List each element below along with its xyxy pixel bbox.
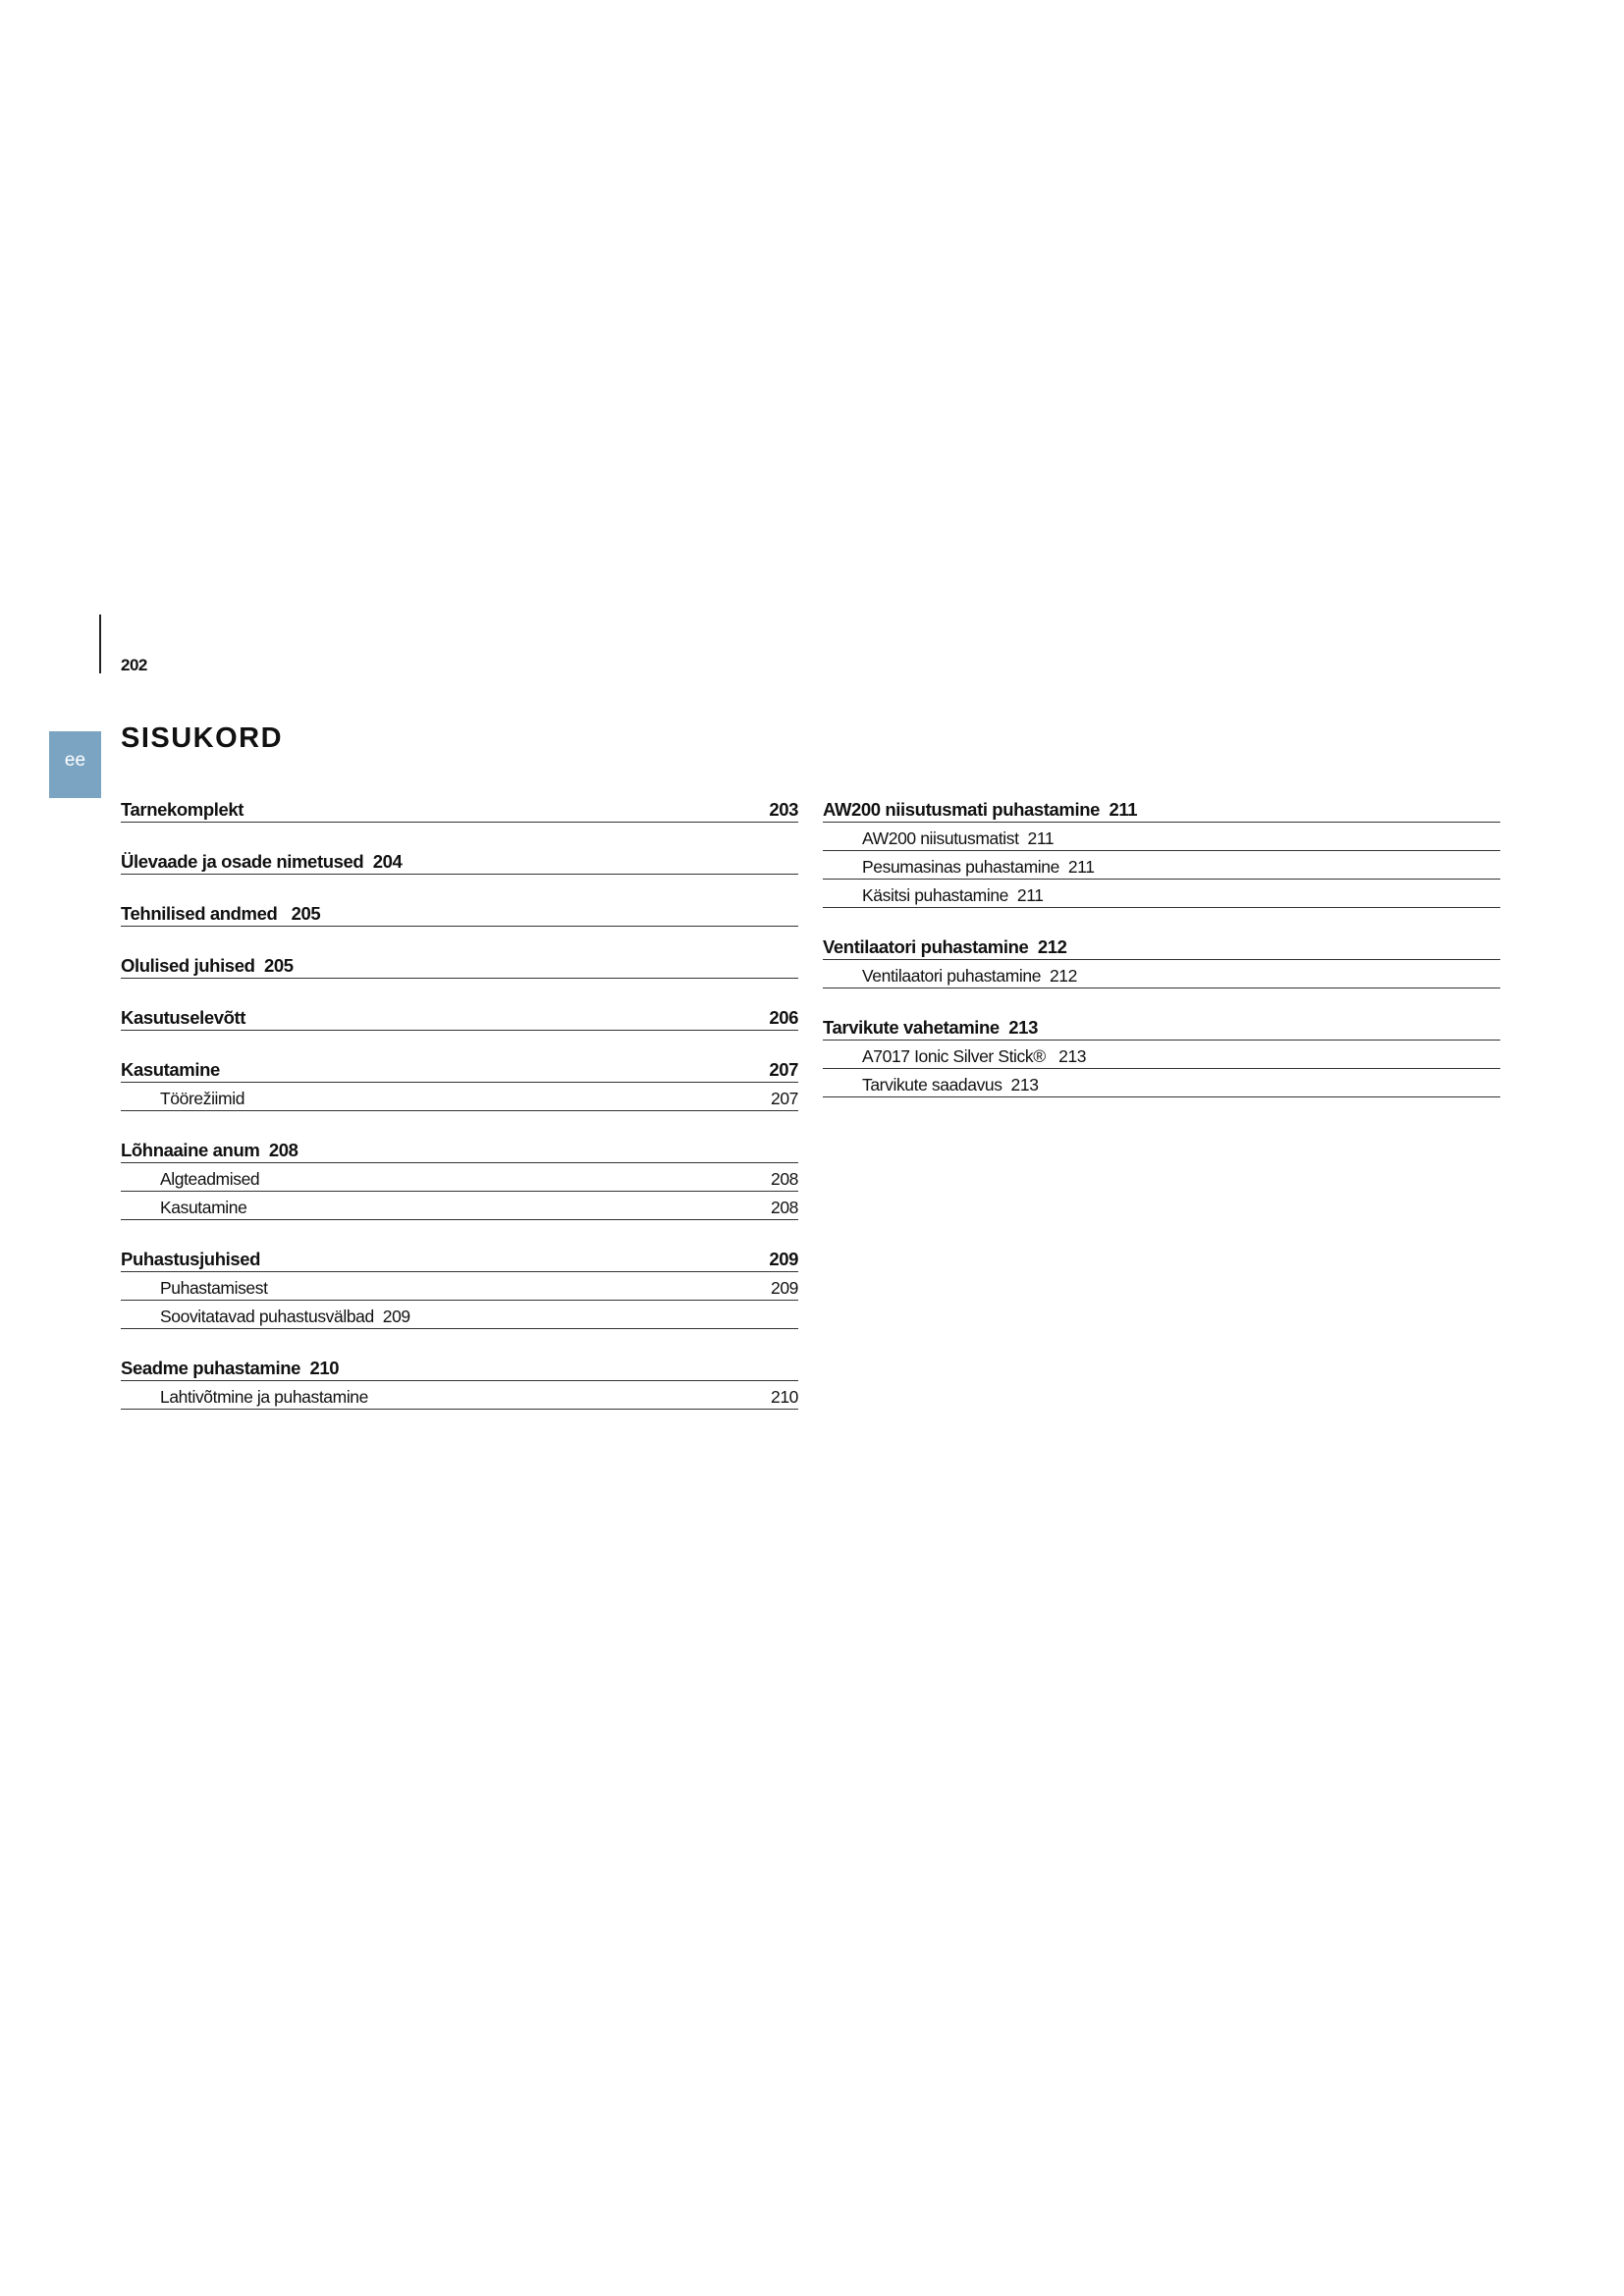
toc-entry-title: Tarvikute vahetamine 213 — [823, 1017, 1038, 1038]
toc-subsection-entry[interactable] — [823, 880, 1500, 908]
toc-subsection-entry[interactable] — [823, 960, 1500, 988]
toc-entry-page-number: 209 — [769, 1249, 798, 1269]
toc-section-entry[interactable] — [121, 1134, 798, 1163]
toc-entry-title: A7017 Ionic Silver Stick® 213 — [862, 1046, 1087, 1066]
toc-entry-title: Kasutamine — [160, 1198, 247, 1217]
toc-entry-page-number: 208 — [771, 1198, 798, 1217]
toc-section — [121, 949, 798, 979]
toc-section-entry[interactable] — [823, 1011, 1500, 1041]
toc-entry-title: Puhastamisest — [160, 1278, 268, 1298]
page-number: 202 — [121, 656, 147, 674]
toc-entry-title: Pesumasinas puhastamine 211 — [862, 857, 1095, 877]
toc-entry-title: Ventilaatori puhastamine 212 — [823, 936, 1067, 957]
toc-entry-title: Käsitsi puhastamine 211 — [862, 885, 1044, 905]
toc-section-entry[interactable] — [121, 1243, 798, 1272]
page-margin-rule — [99, 614, 101, 673]
toc-right-column — [823, 793, 1500, 1120]
toc-section — [121, 793, 798, 823]
page-title: SISUKORD — [121, 722, 284, 754]
toc-entry-title: Algteadmised — [160, 1169, 260, 1189]
toc-section-entry[interactable] — [121, 1053, 798, 1083]
toc-entry-title: Ventilaatori puhastamine 212 — [862, 966, 1077, 986]
toc-section — [121, 1001, 798, 1031]
toc-subsection-entry[interactable] — [121, 1272, 798, 1301]
toc-section-entry[interactable] — [823, 931, 1500, 960]
toc-entry-title: Puhastusjuhised — [121, 1249, 261, 1269]
toc-section — [121, 1053, 798, 1111]
toc-section — [121, 1134, 798, 1220]
toc-entry-page-number: 206 — [769, 1007, 798, 1028]
toc-entry-title: Seadme puhastamine 210 — [121, 1358, 340, 1378]
toc-entry-page-number: 207 — [771, 1089, 798, 1108]
toc-subsection-entry[interactable] — [823, 1041, 1500, 1069]
toc-entry-page-number: 209 — [771, 1278, 798, 1298]
toc-entry-page-number: 210 — [771, 1387, 798, 1407]
toc-section — [823, 793, 1500, 908]
toc-section-entry[interactable] — [823, 793, 1500, 823]
toc-entry-title: Olulised juhised 205 — [121, 955, 294, 976]
toc-section-entry[interactable] — [121, 793, 798, 823]
language-tab-label: ee — [64, 750, 86, 771]
toc-entry-title: Ülevaade ja osade nimetused 204 — [121, 851, 403, 872]
toc-subsection-entry[interactable] — [121, 1301, 798, 1329]
toc-entry-title: AW200 niisutusmati puhastamine 211 — [823, 799, 1138, 820]
toc-section-entry[interactable] — [121, 949, 798, 979]
toc-entry-page-number: 203 — [769, 799, 798, 820]
toc-section — [121, 845, 798, 875]
toc-entry-title: Tarnekomplekt — [121, 799, 244, 820]
toc-section — [823, 931, 1500, 988]
toc-subsection-entry[interactable] — [121, 1163, 798, 1192]
toc-section-entry[interactable] — [121, 1352, 798, 1381]
toc-subsection-entry[interactable] — [823, 823, 1500, 851]
toc-entry-page-number: 207 — [769, 1059, 798, 1080]
toc-entry-title: AW200 niisutusmatist 211 — [862, 828, 1055, 848]
toc-entry-title: Soovitatavad puhastusvälbad 209 — [160, 1307, 410, 1326]
toc-subsection-entry[interactable] — [121, 1192, 798, 1220]
toc-entry-title: Kasutamine — [121, 1059, 220, 1080]
toc-section-entry[interactable] — [121, 897, 798, 927]
toc-entry-page-number: 208 — [771, 1169, 798, 1189]
toc-section — [121, 1352, 798, 1410]
toc-subsection-entry[interactable] — [823, 851, 1500, 880]
toc-subsection-entry[interactable] — [121, 1381, 798, 1410]
toc-entry-title: Töörežiimid — [160, 1089, 245, 1108]
toc-section — [121, 1243, 798, 1329]
toc-entry-title: Lõhnaaine anum 208 — [121, 1140, 298, 1160]
toc-section — [121, 897, 798, 927]
toc-section — [823, 1011, 1500, 1097]
toc-entry-title: Tarvikute saadavus 213 — [862, 1075, 1039, 1095]
toc-section-entry[interactable] — [121, 845, 798, 875]
toc-left-column — [121, 793, 798, 1432]
toc-subsection-entry[interactable] — [823, 1069, 1500, 1097]
toc-entry-title: Kasutuselevõtt — [121, 1007, 246, 1028]
toc-entry-title: Tehnilised andmed 205 — [121, 903, 321, 924]
toc-section-entry[interactable] — [121, 1001, 798, 1031]
language-tab — [49, 731, 101, 798]
toc-entry-title: Lahtivõtmine ja puhastamine — [160, 1387, 368, 1407]
toc-subsection-entry[interactable] — [121, 1083, 798, 1111]
